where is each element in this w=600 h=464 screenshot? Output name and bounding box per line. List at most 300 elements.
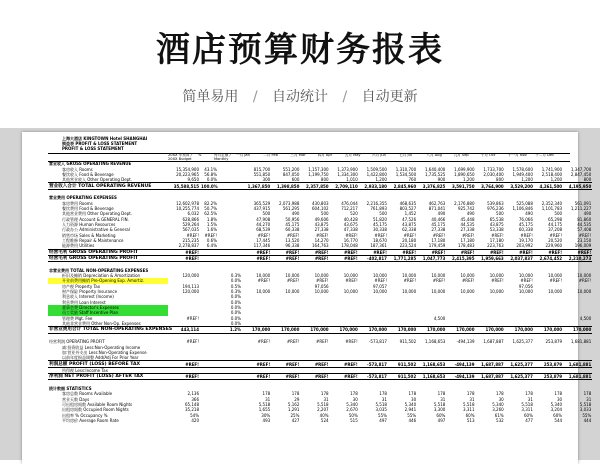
table-cell: 170,000 (271, 327, 300, 333)
table-cell: #REF! (257, 339, 271, 345)
row-label: 可出租房间数 Available Room Nights (62, 401, 133, 407)
table-cell: 2,415,395 (446, 255, 475, 261)
table-cell: #REF! (476, 249, 505, 255)
table-cell: 178 (379, 391, 387, 397)
table-cell: #REF! (242, 361, 271, 367)
table-cell: #REF! (491, 278, 504, 284)
table-cell: 1,681,881 (570, 339, 592, 345)
table-cell: 2,674,452 (534, 255, 563, 261)
table-cell: #REF! (578, 232, 592, 238)
table-cell: 2,933,180 (359, 183, 388, 189)
table-cell: 2,030,400 (483, 171, 504, 177)
table-cell: 96,338 (285, 243, 300, 249)
table-cell: 462,763 (428, 200, 446, 206)
table-cell: 490 (437, 211, 446, 217)
table-cell: #REF! (461, 232, 475, 238)
table-cell: 3,529,200 (505, 183, 534, 189)
table-cell: 524 (320, 417, 329, 423)
table-cell: #REF! (316, 232, 329, 238)
row-label: 统计数据 STATISTICS (49, 385, 92, 391)
table-cell: 1,949,400 (512, 171, 533, 177)
table-cell: 1,771,285 (388, 255, 417, 261)
table-cell: 25% (290, 412, 300, 418)
table-cell: 29 (294, 396, 300, 402)
table-cell: 2,847,450 (570, 171, 592, 177)
table-cell: 30 (411, 396, 417, 402)
table-cell: 178 (554, 391, 563, 397)
table-cell: 2,278,837 (178, 243, 199, 249)
table-cell: 1,687,887 (483, 339, 504, 345)
table-cell: 82.2% (204, 200, 217, 206)
table-cell: 56.8% (204, 171, 217, 177)
table-cell: #REF! (520, 278, 533, 284)
table-cell: 500 (262, 211, 271, 217)
table-cell: 215,235 (182, 237, 199, 243)
table-cell: 1,200 (521, 177, 533, 183)
column-header: 十月 Oct (480, 153, 496, 157)
table-cell: 3,764,900 (476, 183, 505, 189)
table-cell: 45,175 (518, 221, 533, 227)
table-cell: 2,210,273 (563, 255, 592, 261)
table-cell: #REF! (461, 278, 475, 284)
table-cell: 81,860 (577, 216, 592, 222)
table-cell: 551,200 (282, 166, 300, 172)
column-header: 一月 Jan (236, 153, 250, 157)
table-cell: 1,010 (346, 177, 358, 183)
table-cell: 2,845,960 (388, 183, 417, 189)
table-cell: 31 (265, 396, 271, 402)
table-cell: #REF! (242, 255, 271, 261)
table-cell: #REF! (345, 339, 358, 345)
table-cell: 170,000 (563, 327, 592, 333)
table-cell: #REF! (330, 361, 359, 367)
table-cell: 6,032 (187, 211, 199, 217)
table-cell: 800 (320, 177, 329, 183)
table-cell: 27,338 (431, 227, 446, 233)
table-cell: 117,346 (253, 243, 271, 249)
feature-auto-stats: 自动统计 (272, 89, 328, 105)
table-cell: 0.0% (230, 315, 241, 321)
table-cell: 1,699,900 (454, 166, 475, 172)
table-cell: #REF! (271, 361, 300, 367)
table-cell: 847,050 (282, 171, 300, 177)
table-cell: 10,000 (314, 273, 329, 279)
table-cell: 170,000 (330, 327, 359, 333)
table-cell: #REF! (271, 249, 300, 255)
table-cell: 178 (525, 391, 533, 397)
table-cell: 4,261,500 (534, 183, 563, 189)
total-row (48, 183, 592, 189)
table-cell: 0.0% (230, 299, 241, 305)
table-cell: 65,298 (548, 216, 563, 222)
table-cell: 17,180 (431, 237, 446, 243)
preview-area (0, 128, 600, 460)
table-cell: -573,817 (359, 361, 388, 367)
column-header: 20XX 年预算 / 20XX Budget (168, 153, 192, 161)
table-cell: 45,175 (285, 221, 300, 227)
table-cell: 2,670 (346, 407, 358, 413)
table-cell: #REF! (403, 232, 417, 238)
total-row (48, 361, 592, 367)
table-cell: #REF! (286, 232, 300, 238)
table-cell: 1,687,887 (476, 361, 505, 367)
table-cell: 35,588,515 (168, 183, 200, 189)
table-cell: 1,047,773 (417, 255, 446, 261)
table-cell: 0.0% (230, 305, 241, 311)
row-label: 经营毛利 GROSS OPERATING PROFIT (48, 255, 168, 261)
table-cell: 31 (440, 396, 446, 402)
table-cell: 497 (437, 417, 446, 423)
table-cell: 120,000 (182, 289, 199, 295)
table-cell: 5,340 (404, 401, 417, 407)
table-cell: 0.0% (230, 278, 241, 284)
column-header: 三月 Mar (290, 153, 306, 157)
table-cell: 170,000 (534, 327, 563, 333)
table-cell: 10,000 (402, 273, 417, 279)
table-cell: 477 (525, 417, 533, 423)
table-cell: 3,035 (375, 407, 387, 413)
table-cell: 604,102 (312, 205, 329, 211)
table-cell: 60% (553, 412, 563, 418)
table-cell: 31 (527, 396, 533, 402)
table-cell: 178 (291, 391, 300, 397)
table-cell: 712,217 (341, 205, 358, 211)
table-cell: 0.5% (230, 283, 241, 289)
table-cell: #REF! (286, 278, 300, 284)
table-cell: 61% (494, 412, 504, 418)
table-cell: 44,535 (577, 221, 592, 227)
table-cell: 178 (262, 391, 271, 397)
table-cell: #REF! (271, 255, 300, 261)
table-cell: 628,866 (182, 216, 199, 222)
row-label: 出租率 % Occupancy % (62, 412, 108, 418)
table-cell: -573,817 (359, 374, 388, 380)
table-cell: 55% (407, 412, 417, 418)
feature-auto-update: 自动更新 (361, 89, 418, 105)
table-cell: 229,960 (545, 243, 563, 249)
row-label: 工程维修 Repair & Maintenance (62, 237, 124, 243)
table-cell: 27,338 (314, 227, 329, 233)
table-cell: 1,334,300 (337, 171, 358, 177)
table-cell: 10,000 (402, 289, 417, 295)
table-cell: 170,000 (359, 327, 388, 333)
table-cell: 178 (350, 391, 358, 397)
table-cell: 68,539 (256, 227, 271, 233)
table-cell: -573,817 (368, 339, 387, 345)
table-cell: 532 (496, 417, 504, 423)
table-cell: 54% (190, 412, 199, 418)
table-cell: 76,066 (518, 216, 533, 222)
row-label: 营业收入合计 TOTAL OPERATING REVENUE (48, 183, 168, 189)
row-label: 营业费用 OPERATING EXPENSES (49, 195, 117, 201)
table-cell: 2,216,355 (366, 200, 387, 206)
table-cell: 179,459 (428, 243, 446, 249)
table-cell: 490 (525, 211, 533, 217)
table-cell: 47,338 (343, 227, 358, 233)
table-cell: 14,270 (314, 237, 329, 243)
table-cell: 2,709,110 (330, 183, 359, 189)
table-cell: 60,338 (518, 227, 533, 233)
table-cell: 60,338 (285, 227, 300, 233)
column-header: 十二月 Dec (535, 153, 555, 157)
column-header: 二月 Feb (263, 153, 278, 157)
table-cell: 30% (261, 412, 271, 418)
table-cell: 1,157,300 (308, 166, 329, 172)
table-cell: 1,890,650 (454, 171, 475, 177)
row-label: 员工奖励 Staff Incentive Plan (48, 310, 168, 315)
table-cell: 170,000 (417, 327, 446, 333)
table-cell: 10,000 (548, 289, 563, 295)
table-cell: 1.2% (218, 327, 242, 333)
table-cell: 2,207 (317, 407, 329, 413)
table-cell: 164,763 (312, 243, 329, 249)
table-cell: #REF! (330, 255, 359, 261)
table-cell: 53,338 (489, 227, 504, 233)
table-cell: 5,518 (579, 401, 592, 407)
table-cell: #REF! (374, 232, 387, 238)
table-cell: 10,000 (577, 273, 592, 279)
table-cell: 5,340 (550, 401, 563, 407)
table-cell: 1.5% (206, 221, 217, 227)
table-cell: 203,992 (516, 243, 533, 249)
table-cell: #REF! (168, 361, 200, 367)
row-label: 经营利润 OPERATING PROFIT (49, 339, 105, 345)
table-cell: 178,048 (341, 243, 358, 249)
table-cell: #REF! (345, 278, 358, 284)
table-cell: 55% (582, 412, 592, 418)
table-cell: 1,509,500 (366, 166, 387, 172)
table-cell: #REF! (330, 249, 359, 255)
table-cell: 9,650 (187, 177, 199, 183)
table-cell: #REF! (549, 278, 563, 284)
column-header: % (198, 153, 202, 157)
table-cell: 60% (465, 412, 475, 418)
row-label: 人力资源 Human Resources (62, 221, 116, 227)
page-title: 酒店预算财务报表 (156, 30, 444, 70)
table-cell: #REF! (186, 315, 199, 321)
table-cell: 529,264 (182, 221, 199, 227)
table-cell: 1,373,900 (337, 166, 358, 172)
table-cell: 47,908 (256, 216, 271, 222)
table-cell: 10,000 (460, 289, 475, 295)
table-cell: 17,180 (460, 237, 475, 243)
template-banner (0, 0, 600, 128)
row-label: 能源费用 Utilities (62, 243, 95, 249)
table-cell: 0.0% (206, 177, 217, 183)
table-cell: 10,000 (314, 289, 329, 295)
table-cell: 178 (408, 391, 417, 397)
table-cell: 170,000 (300, 327, 329, 333)
table-cell: 1,625,377 (505, 374, 534, 380)
total-row (48, 255, 592, 261)
table-cell: 513 (466, 417, 475, 423)
table-cell: 2,941 (404, 407, 417, 413)
table-cell: 253,879 (534, 374, 563, 380)
feature-easy: 简单易用 (182, 89, 239, 105)
table-cell: 1,101,783 (541, 205, 563, 211)
sheet-header (22, 132, 578, 154)
table-cell: 50,956 (285, 216, 300, 222)
row-label: 利息收入 Interest (Income) (62, 294, 114, 300)
table-cell: 60% (523, 412, 533, 418)
table-cell: #REF! (316, 278, 329, 284)
table-cell: 20,223,965 (176, 171, 199, 177)
table-cell: 170,000 (446, 327, 475, 333)
table-cell: 2,136 (187, 391, 199, 397)
table-cell: 525,088 (516, 200, 533, 206)
table-cell: 900 (437, 177, 446, 183)
table-cell: 194,113 (182, 283, 199, 289)
table-cell: 50% (348, 412, 358, 418)
table-cell: 27,338 (460, 227, 475, 233)
table-cell: 1,211,227 (570, 205, 592, 211)
table-cell: 15,354,900 (176, 166, 199, 172)
table-cell: 10,000 (518, 273, 533, 279)
table-cell: 5,340 (346, 401, 358, 407)
table-cell: 476,044 (341, 200, 358, 206)
table-cell: 178,483 (457, 243, 475, 249)
table-cell: #REF! (257, 278, 271, 284)
row-label: 其他非营业费用 Other Non-Op. Expenses (62, 321, 141, 327)
table-cell: 2,176,880 (454, 200, 475, 206)
table-cell: 561,295 (282, 205, 300, 211)
table-cell: 51,820 (372, 216, 387, 222)
table-cell: 49,606 (314, 216, 329, 222)
table-cell: 31 (586, 396, 592, 402)
table-cell: 420 (191, 417, 199, 423)
table-cell: 4,195,950 (563, 183, 592, 189)
table-cell: #REF! (186, 339, 199, 345)
table-cell: 45,175 (431, 221, 446, 227)
table-cell: #REF! (300, 255, 329, 261)
table-cell: 1,452 (404, 211, 417, 217)
row-label: 行政管理 Account & GENERAL FIN. (62, 216, 129, 222)
table-cell: 55% (378, 412, 387, 418)
table-cell: 443,114 (168, 327, 200, 333)
row-label: 净利润 NET PROFIT (LOSS) AFTER TAX (48, 374, 168, 380)
table-cell: 44,175 (548, 221, 563, 227)
table-cell: #REF! (403, 278, 417, 284)
header-rule (48, 153, 570, 154)
table-cell: 253,879 (545, 339, 563, 345)
row-label: 财产保险 Property Insurance (62, 289, 118, 295)
table-cell: #REF! (520, 232, 533, 238)
table-cell: 1,200 (550, 177, 563, 183)
table-cell: #REF! (204, 232, 217, 238)
table-cell: 1,199,750 (308, 171, 329, 177)
table-cell: 31 (469, 396, 475, 402)
table-cell: 911,502 (388, 374, 417, 380)
table-cell: 551,850 (253, 171, 271, 177)
row-label: 加:营业外支出 Less:Non-Operating Expense (62, 349, 147, 355)
row-label: 客房收入 Rooms (62, 166, 93, 172)
table-cell: 120,000 (182, 273, 199, 279)
table-cell: 468,635 (399, 200, 417, 206)
table-cell: 5,162 (287, 401, 300, 407)
row-label: 房产税 Property Tax (62, 283, 101, 289)
table-cell: #REF! (359, 249, 388, 255)
table-cell: 5,340 (492, 401, 504, 407)
table-cell: 10,000 (343, 273, 358, 279)
table-cell: #REF! (534, 249, 563, 255)
table-cell: 65,148 (185, 401, 199, 407)
table-cell: #REF! (168, 255, 200, 261)
table-cell: 10,000 (577, 289, 592, 295)
table-cell: #REF! (316, 339, 329, 345)
table-cell: 62.5% (204, 211, 217, 217)
column-header: 每月定额 / Monthly (214, 153, 231, 161)
table-cell: -494,139 (446, 374, 475, 380)
table-cell: 561,091 (574, 200, 592, 206)
table-cell: 30 (556, 396, 563, 402)
table-cell: 65,538 (489, 216, 504, 222)
table-cell: 13,520 (285, 237, 300, 243)
column-header: 八月 Aug (426, 153, 442, 157)
table-cell: 10,000 (431, 273, 446, 279)
table-cell: 0.3% (230, 273, 241, 279)
table-cell: 1,398,850 (271, 183, 300, 189)
table-cell: 500 (554, 211, 563, 217)
table-cell: 253,879 (534, 361, 563, 367)
table-cell (200, 418, 218, 423)
row-label: 非营业费用 TOTAL NON-OPERATING EXPENSES (49, 267, 149, 273)
table-cell: #REF! (186, 232, 199, 238)
table-cell: 50.7% (204, 205, 217, 211)
table-cell: 10,000 (256, 273, 271, 279)
table-cell: 976,236 (487, 205, 504, 211)
row-label: 销售市场 Sales & Marketing (62, 232, 116, 238)
table-cell: 2,073,988 (279, 200, 300, 206)
table-cell: 187,361 (370, 243, 387, 249)
table-cell: 1,681,881 (563, 374, 592, 380)
table-cell: #REF! (432, 232, 446, 238)
table-cell: 223,763 (487, 243, 504, 249)
table-cell: 2,518,400 (541, 171, 563, 177)
table-cell: 3,376,825 (417, 183, 446, 189)
table-cell: 500 (320, 211, 329, 217)
table-cell: #REF! (578, 278, 592, 284)
table-cell: 44,270 (256, 221, 271, 227)
row-label: 客房总数 Rooms Available (62, 391, 113, 397)
table-cell: 178 (466, 391, 475, 397)
table-cell: #REF! (257, 232, 271, 238)
table-cell: 520 (350, 211, 358, 217)
table-cell: -402,817 (359, 255, 388, 261)
feature-list (0, 86, 600, 106)
table-cell: 35,218 (185, 407, 199, 413)
table-cell: 800 (496, 177, 504, 183)
table-cell: #REF! (300, 361, 329, 367)
table-cell: #REF! (168, 249, 200, 255)
table-cell: 1.6% (206, 227, 217, 233)
table-cell: 1.8% (206, 216, 217, 222)
table-cell: 3,033 (579, 407, 592, 413)
table-cell: 60% (436, 412, 446, 418)
table-cell: 1,625,377 (512, 339, 533, 345)
table-cell: 3,311 (463, 407, 475, 413)
table-cell: 300 (262, 177, 271, 183)
table-cell: 170,000 (505, 327, 534, 333)
table-cell: 43,875 (402, 221, 417, 227)
table-cell: 223,524 (399, 243, 417, 249)
table-cell: 803,527 (399, 205, 417, 211)
pl-table (48, 161, 592, 423)
table-cell: 23,150 (577, 237, 592, 243)
table-cell: 10,000 (431, 289, 446, 295)
table-cell: 600 (291, 177, 300, 183)
table-cell: 10,255,774 (176, 205, 199, 211)
table-cell: 178 (583, 391, 592, 397)
